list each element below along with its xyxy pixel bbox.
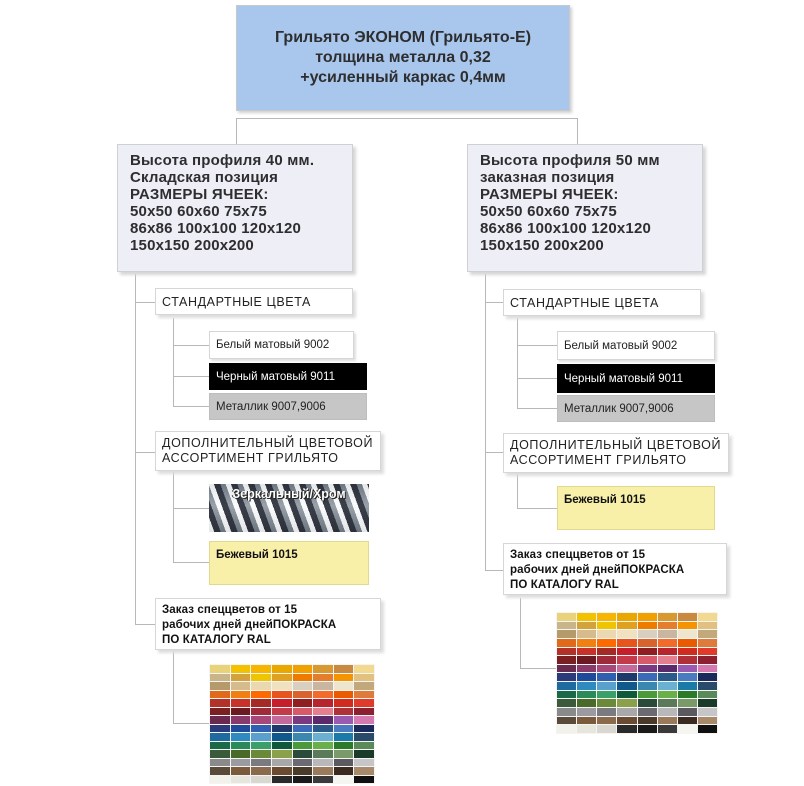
ral-color-swatch <box>210 759 230 767</box>
ral-color-swatch <box>293 708 313 716</box>
connector-line <box>485 570 503 571</box>
ral-color-swatch <box>210 742 230 750</box>
ral-color-swatch <box>251 750 271 758</box>
ral-color-swatch <box>617 613 636 621</box>
ral-color-swatch <box>231 759 251 767</box>
ral-color-swatch <box>597 656 616 664</box>
left-color-metallic: Металлик 9007,9006 <box>209 393 367 420</box>
ral-color-swatch <box>313 750 333 758</box>
ral-color-swatch <box>272 699 292 707</box>
ral-color-swatch <box>293 767 313 775</box>
ral-color-swatch <box>638 613 657 621</box>
ral-color-swatch <box>210 776 230 784</box>
ral-color-swatch <box>313 716 333 724</box>
ral-color-swatch <box>251 733 271 741</box>
ral-color-swatch <box>678 682 697 690</box>
ral-color-swatch <box>231 691 251 699</box>
ral-color-swatch <box>251 665 271 673</box>
ral-color-swatch <box>272 665 292 673</box>
ral-color-swatch <box>597 639 616 647</box>
ral-color-swatch <box>557 708 576 716</box>
right-color-beige: Бежевый 1015 <box>557 486 715 530</box>
ral-color-swatch <box>231 708 251 716</box>
ral-color-swatch <box>334 750 354 758</box>
ral-color-swatch <box>272 716 292 724</box>
ral-color-swatch <box>231 733 251 741</box>
connector-line <box>485 452 503 453</box>
ral-color-swatch <box>678 622 697 630</box>
ral-color-swatch <box>334 674 354 682</box>
right-color-white: Белый матовый 9002 <box>557 331 715 360</box>
left-color-black: Черный матовый 9011 <box>209 363 367 390</box>
ral-color-swatch <box>272 733 292 741</box>
root-title: Грильято ЭКОНОМ (Грильято-Е) <box>274 29 532 46</box>
ral-color-swatch <box>251 699 271 707</box>
branch-line: 150x150 200x200 <box>480 237 604 254</box>
ral-color-swatch <box>313 708 333 716</box>
ral-color-swatch <box>638 665 657 673</box>
left-special-colors-label: Заказ спеццветов от 15 рабочих дней днейПОКРАСКА ПО КАТАЛОГУ RAL <box>155 598 381 650</box>
ral-color-swatch <box>210 708 230 716</box>
ral-color-swatch <box>231 682 251 690</box>
ral-color-swatch <box>617 691 636 699</box>
ral-color-swatch <box>313 742 333 750</box>
ral-color-swatch <box>293 691 313 699</box>
ral-color-swatch <box>678 708 697 716</box>
ral-color-swatch <box>698 682 717 690</box>
right-special-colors-label: Заказ спеццветов от 15 рабочих дней днейПОКРАСКА ПО КАТАЛОГУ RAL <box>503 543 727 595</box>
ral-color-swatch <box>251 742 271 750</box>
ral-color-swatch <box>638 639 657 647</box>
ral-color-swatch <box>557 682 576 690</box>
ral-color-swatch <box>698 648 717 656</box>
connector-line <box>173 406 209 407</box>
ral-color-swatch <box>557 717 576 725</box>
ral-color-swatch <box>678 691 697 699</box>
ral-color-swatch <box>638 682 657 690</box>
ral-color-swatch <box>251 725 271 733</box>
connector-line <box>485 302 503 303</box>
ral-color-swatch <box>597 717 616 725</box>
ral-color-swatch <box>698 725 717 733</box>
branch-line: 86x86 100x100 120x120 <box>130 220 302 237</box>
ral-color-swatch <box>272 725 292 733</box>
ral-color-swatch <box>698 622 717 630</box>
ral-color-swatch <box>658 725 677 733</box>
ral-color-swatch <box>334 767 354 775</box>
connector-line <box>173 472 174 562</box>
ral-color-swatch <box>334 725 354 733</box>
ral-color-swatch <box>678 665 697 673</box>
ral-color-swatch <box>293 716 313 724</box>
ral-color-swatch <box>638 691 657 699</box>
ral-color-swatch <box>658 699 677 707</box>
ral-color-swatch <box>334 665 354 673</box>
connector-line <box>173 376 209 377</box>
connector-line <box>517 318 518 408</box>
ral-color-swatch <box>577 717 596 725</box>
ral-color-swatch <box>617 717 636 725</box>
ral-color-swatch <box>231 750 251 758</box>
ral-color-swatch <box>251 759 271 767</box>
left-standard-colors-label: СТАНДАРТНЫЕ ЦВЕТА <box>155 288 353 315</box>
ral-color-swatch <box>577 648 596 656</box>
ral-color-swatch <box>231 742 251 750</box>
ral-color-swatch <box>577 699 596 707</box>
ral-color-swatch <box>557 656 576 664</box>
ral-color-swatch <box>638 656 657 664</box>
ral-color-swatch <box>577 622 596 630</box>
ral-color-swatch <box>658 630 677 638</box>
ral-color-swatch <box>597 699 616 707</box>
branch-line: РАЗМЕРЫ ЯЧЕЕК: <box>480 186 619 203</box>
connector-line <box>173 650 174 723</box>
branch-line: РАЗМЕРЫ ЯЧЕЕК: <box>130 186 269 203</box>
ral-color-swatch <box>293 699 313 707</box>
ral-color-swatch <box>272 767 292 775</box>
ral-color-swatch <box>678 648 697 656</box>
connector-line <box>577 118 578 144</box>
ral-color-swatch <box>293 759 313 767</box>
ral-color-swatch <box>354 716 374 724</box>
ral-color-swatch <box>617 630 636 638</box>
branch-profile-50 <box>467 144 703 272</box>
ral-color-swatch <box>678 725 697 733</box>
right-ral-catalog-swatches <box>556 612 718 734</box>
ral-color-swatch <box>354 776 374 784</box>
ral-color-swatch <box>638 622 657 630</box>
ral-color-swatch <box>354 691 374 699</box>
branch-line: 150x150 200x200 <box>130 237 254 254</box>
ral-color-swatch <box>698 613 717 621</box>
ral-color-swatch <box>251 682 271 690</box>
ral-color-swatch <box>658 708 677 716</box>
ral-color-swatch <box>698 639 717 647</box>
ral-color-swatch <box>597 673 616 681</box>
root-frame: +усиленный каркас 0,4мм <box>300 69 506 86</box>
branch-profile-40 <box>117 144 353 272</box>
ral-color-swatch <box>597 613 616 621</box>
ral-color-swatch <box>334 733 354 741</box>
branch-line: Высота профиля 50 мм <box>480 152 660 169</box>
ral-color-swatch <box>210 733 230 741</box>
ral-color-swatch <box>698 691 717 699</box>
connector-line <box>520 668 556 669</box>
ral-color-swatch <box>557 691 576 699</box>
ral-color-swatch <box>334 716 354 724</box>
ral-color-swatch <box>313 674 333 682</box>
ral-color-swatch <box>617 665 636 673</box>
ral-color-swatch <box>313 682 333 690</box>
ral-color-swatch <box>597 622 616 630</box>
ral-color-swatch <box>272 759 292 767</box>
ral-color-swatch <box>617 622 636 630</box>
connector-line <box>135 452 155 453</box>
ral-color-swatch <box>678 673 697 681</box>
connector-line <box>517 508 557 509</box>
ral-color-swatch <box>658 656 677 664</box>
ral-color-swatch <box>354 733 374 741</box>
ral-color-swatch <box>313 691 333 699</box>
ral-color-swatch <box>557 673 576 681</box>
ral-color-swatch <box>577 639 596 647</box>
ral-color-swatch <box>231 725 251 733</box>
connector-line <box>135 274 136 624</box>
ral-color-swatch <box>210 691 230 699</box>
ral-color-swatch <box>678 630 697 638</box>
ral-color-swatch <box>557 622 576 630</box>
right-standard-colors-label: СТАНДАРТНЫЕ ЦВЕТА <box>503 289 701 316</box>
ral-color-swatch <box>313 759 333 767</box>
ral-color-swatch <box>231 716 251 724</box>
ral-color-swatch <box>354 742 374 750</box>
ral-color-swatch <box>658 691 677 699</box>
ral-color-swatch <box>638 630 657 638</box>
ral-color-swatch <box>313 725 333 733</box>
ral-color-swatch <box>698 665 717 673</box>
ral-color-swatch <box>354 699 374 707</box>
left-extra-colors-label: ДОПОЛНИТЕЛЬНЫЙ ЦВЕТОВОЙ АССОРТИМЕНТ ГРИЛЬЯТО <box>155 431 381 471</box>
ral-color-swatch <box>210 682 230 690</box>
ral-color-swatch <box>698 708 717 716</box>
ral-color-swatch <box>698 699 717 707</box>
ral-color-swatch <box>313 733 333 741</box>
ral-color-swatch <box>293 725 313 733</box>
ral-color-swatch <box>658 673 677 681</box>
ral-color-swatch <box>210 767 230 775</box>
ral-color-swatch <box>678 613 697 621</box>
ral-color-swatch <box>658 648 677 656</box>
ral-color-swatch <box>334 742 354 750</box>
ral-color-swatch <box>678 699 697 707</box>
ral-color-swatch <box>251 674 271 682</box>
ral-color-swatch <box>678 639 697 647</box>
ral-color-swatch <box>577 682 596 690</box>
ral-color-swatch <box>210 725 230 733</box>
ral-color-swatch <box>597 630 616 638</box>
ral-color-swatch <box>638 699 657 707</box>
ral-color-swatch <box>293 682 313 690</box>
ral-color-swatch <box>577 630 596 638</box>
connector-line <box>236 118 237 144</box>
connector-line <box>517 408 557 409</box>
ral-color-swatch <box>293 776 313 784</box>
ral-color-swatch <box>617 682 636 690</box>
ral-color-swatch <box>354 750 374 758</box>
branch-line: заказная позиция <box>480 169 615 186</box>
ral-color-swatch <box>597 708 616 716</box>
connector-line <box>173 723 209 724</box>
ral-color-swatch <box>251 716 271 724</box>
ral-color-swatch <box>272 691 292 699</box>
connector-line <box>173 318 174 406</box>
connector-line <box>517 378 557 379</box>
ral-color-swatch <box>577 725 596 733</box>
ral-color-swatch <box>272 682 292 690</box>
root-node <box>236 5 570 111</box>
ral-color-swatch <box>272 674 292 682</box>
ral-color-swatch <box>698 630 717 638</box>
ral-color-swatch <box>313 699 333 707</box>
ral-color-swatch <box>334 691 354 699</box>
ral-color-swatch <box>334 708 354 716</box>
ral-color-swatch <box>272 742 292 750</box>
ral-color-swatch <box>658 665 677 673</box>
branch-line: Высота профиля 40 мм. <box>130 152 315 169</box>
ral-color-swatch <box>272 776 292 784</box>
connector-line <box>236 118 578 119</box>
ral-color-swatch <box>334 776 354 784</box>
ral-color-swatch <box>231 776 251 784</box>
ral-color-swatch <box>658 682 677 690</box>
ral-color-swatch <box>597 648 616 656</box>
ral-color-swatch <box>678 656 697 664</box>
ral-color-swatch <box>231 665 251 673</box>
connector-line <box>173 562 209 563</box>
ral-color-swatch <box>597 725 616 733</box>
ral-color-swatch <box>597 682 616 690</box>
ral-color-swatch <box>658 613 677 621</box>
ral-color-swatch <box>251 776 271 784</box>
right-color-metallic: Металлик 9007,9006 <box>557 395 715 422</box>
ral-color-swatch <box>638 673 657 681</box>
connector-line <box>135 624 155 625</box>
ral-color-swatch <box>210 674 230 682</box>
root-thickness: толщина металла 0,32 <box>315 49 491 66</box>
ral-color-swatch <box>638 708 657 716</box>
connector-line <box>173 508 209 509</box>
ral-color-swatch <box>354 759 374 767</box>
ral-color-swatch <box>617 673 636 681</box>
right-extra-colors-label: ДОПОЛНИТЕЛЬНЫЙ ЦВЕТОВОЙ АССОРТИМЕНТ ГРИЛЬЯТО <box>503 433 729 473</box>
left-color-white: Белый матовый 9002 <box>209 331 354 359</box>
connector-line <box>517 345 557 346</box>
ral-color-swatch <box>293 742 313 750</box>
ral-color-swatch <box>638 725 657 733</box>
branch-line: Складская позиция <box>130 169 279 186</box>
ral-color-swatch <box>557 699 576 707</box>
ral-color-swatch <box>354 674 374 682</box>
ral-color-swatch <box>231 699 251 707</box>
left-ral-catalog-swatches <box>209 664 375 784</box>
ral-color-swatch <box>210 716 230 724</box>
ral-color-swatch <box>557 725 576 733</box>
ral-color-swatch <box>210 750 230 758</box>
left-color-beige: Бежевый 1015 <box>209 541 369 585</box>
ral-color-swatch <box>334 682 354 690</box>
ral-color-swatch <box>313 665 333 673</box>
ral-color-swatch <box>272 750 292 758</box>
ral-color-swatch <box>577 673 596 681</box>
right-color-black: Черный матовый 9011 <box>557 364 715 393</box>
ral-color-swatch <box>617 725 636 733</box>
ral-color-swatch <box>251 767 271 775</box>
ral-color-swatch <box>354 708 374 716</box>
ral-color-swatch <box>334 699 354 707</box>
ral-color-swatch <box>313 767 333 775</box>
ral-color-swatch <box>577 691 596 699</box>
ral-color-swatch <box>210 665 230 673</box>
ral-color-swatch <box>597 665 616 673</box>
ral-color-swatch <box>557 665 576 673</box>
ral-color-swatch <box>293 733 313 741</box>
mirror-chrome-label: Зеркальный/Хром <box>232 487 346 501</box>
ral-color-swatch <box>354 682 374 690</box>
ral-color-swatch <box>293 674 313 682</box>
ral-color-swatch <box>617 699 636 707</box>
ral-color-swatch <box>638 648 657 656</box>
ral-color-swatch <box>251 708 271 716</box>
branch-line: 86x86 100x100 120x120 <box>480 220 652 237</box>
ral-color-swatch <box>231 767 251 775</box>
ral-color-swatch <box>293 665 313 673</box>
ral-color-swatch <box>577 708 596 716</box>
ral-color-swatch <box>698 717 717 725</box>
branch-line: 50x50 60x60 75x75 <box>130 203 267 220</box>
ral-color-swatch <box>354 725 374 733</box>
left-mirror-chrome-swatch <box>209 484 369 532</box>
ral-color-swatch <box>354 767 374 775</box>
ral-color-swatch <box>334 759 354 767</box>
ral-color-swatch <box>272 708 292 716</box>
connector-line <box>517 472 518 508</box>
connector-line <box>135 302 155 303</box>
ral-color-swatch <box>231 674 251 682</box>
connector-line <box>520 598 521 668</box>
ral-color-swatch <box>557 639 576 647</box>
ral-color-swatch <box>617 656 636 664</box>
ral-color-swatch <box>638 717 657 725</box>
ral-color-swatch <box>293 750 313 758</box>
ral-color-swatch <box>698 656 717 664</box>
branch-line: 50x50 60x60 75x75 <box>480 203 617 220</box>
ral-color-swatch <box>617 639 636 647</box>
ral-color-swatch <box>658 622 677 630</box>
ral-color-swatch <box>678 717 697 725</box>
ral-color-swatch <box>557 648 576 656</box>
ral-color-swatch <box>698 673 717 681</box>
ral-color-swatch <box>617 708 636 716</box>
ral-color-swatch <box>313 776 333 784</box>
ral-color-swatch <box>557 613 576 621</box>
ral-color-swatch <box>577 613 596 621</box>
ral-color-swatch <box>210 699 230 707</box>
connector-line <box>485 274 486 570</box>
ral-color-swatch <box>597 691 616 699</box>
ral-color-swatch <box>658 717 677 725</box>
ral-color-swatch <box>658 639 677 647</box>
ral-color-swatch <box>577 665 596 673</box>
ral-color-swatch <box>251 691 271 699</box>
ral-color-swatch <box>557 630 576 638</box>
ral-color-swatch <box>354 665 374 673</box>
connector-line <box>173 345 209 346</box>
ral-color-swatch <box>577 656 596 664</box>
ral-color-swatch <box>617 648 636 656</box>
